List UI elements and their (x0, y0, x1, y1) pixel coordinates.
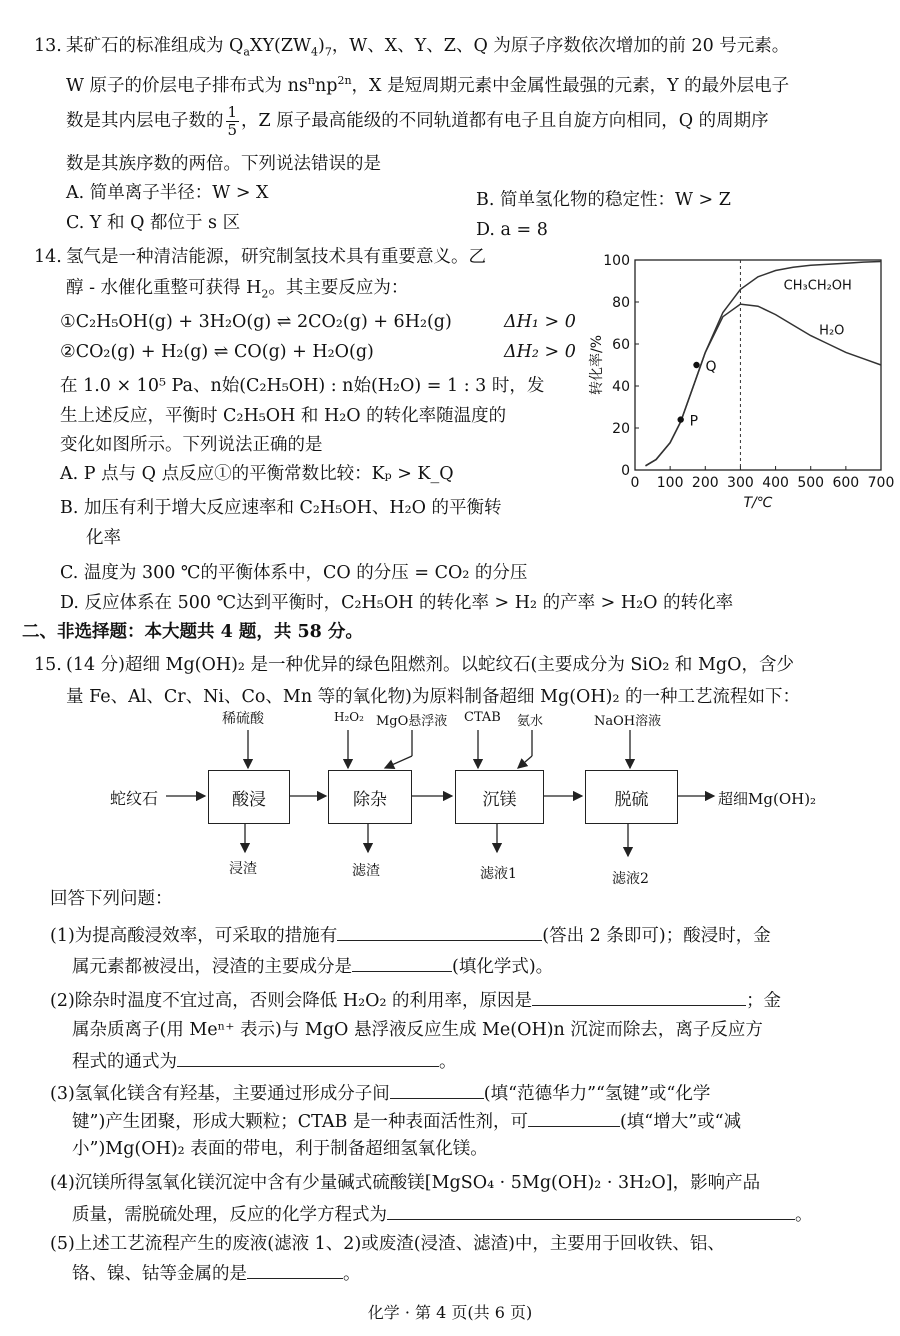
q15-part3-line3: 小”)Mg(OH)₂ 表面的带电，利于制备超细氢氧化镁。 (72, 1139, 488, 1159)
answer-blank-1a[interactable] (337, 924, 542, 941)
q15-part2-line3: 程式的通式为 。 (72, 1052, 457, 1072)
series-label-ethanol: CH₃CH₂OH (783, 278, 852, 294)
q13-number: 13. (34, 36, 62, 56)
q13-option-c: C. Y 和 Q 都位于 s 区 (66, 213, 241, 233)
q15-part2-line2: 属杂质离子(用 Meⁿ⁺ 表示)与 MgO 悬浮液反应生成 Me(OH)n 沉淀而除去，离子反应方 (72, 1020, 763, 1040)
q13-line1: 某矿石的标准组成为 $Q_aXY(ZW_4)_7$，W、X、Y、Z、Q 为原子序数依次增加的前 20 号元素。 (66, 36, 790, 59)
q14-reaction2: ②CO₂(g) + H₂(g) ⇌ CO(g) + H₂O(g) (60, 342, 374, 362)
y-tick-label: 100 (603, 253, 630, 269)
q14-reaction1-dh: ΔH₁ > 0 (504, 312, 576, 332)
q15-part5-line1: (5)上述工艺流程产生的废液(滤液 1、2)或废渣(浸渣、滤渣)中，主要用于回收铁、铝、 (50, 1234, 725, 1254)
q14-reaction1: ①C₂H₅OH(g) + 3H₂O(g) ⇌ 2CO₂(g) + 6H₂(g) (60, 312, 452, 332)
series-line-water (646, 304, 882, 466)
q15-line2: 量 Fe、Al、Cr、Ni、Co、Mn 等的氧化物)为原料制备超细 Mg(OH)₂ 的一种工艺流程如下： (66, 687, 801, 707)
x-tick-label: 600 (832, 475, 860, 491)
x-tick-label: 500 (797, 475, 825, 491)
conversion-chart (585, 248, 895, 518)
q13-option-b: B. 简单氢化物的稳定性：W > Z (476, 190, 731, 210)
waste-leach-residue: 浸渣 (229, 861, 257, 877)
waste-filtrate1: 滤液1 (480, 866, 517, 882)
answer-blank-1b[interactable] (352, 955, 452, 972)
page-footer: 化学 · 第 4 页(共 6 页) (367, 1303, 533, 1322)
x-axis-label: T/℃ (743, 495, 773, 511)
y-tick-label: 0 (621, 463, 630, 479)
y-axis-label: 转化率/% (589, 334, 605, 396)
q14-line2: 醇 - 水催化重整可获得 $H_2$。其主要反应为： (66, 278, 409, 301)
q14-option-d: D. 反应体系在 500 ℃达到平衡时，C₂H₅OH 的转化率 > H₂ 的产率 > H₂O 的转化率 (60, 593, 734, 613)
q14-option-c: C. 温度为 300 ℃的平衡体系中，CO 的分压 = CO₂ 的分压 (60, 563, 528, 583)
point-label-p: P (689, 413, 699, 430)
answer-blank-2a[interactable] (532, 989, 746, 1006)
q14-line1: 氢气是一种清洁能源，研究制氢技术具有重要意义。乙 (66, 247, 486, 267)
x-tick-label: 100 (656, 475, 684, 491)
flow-output: 超细Mg(OH)₂ (718, 790, 817, 808)
reagent-mgo-suspension: MgO悬浮液 (376, 714, 448, 729)
flow-input: 蛇纹石 (110, 789, 159, 808)
q14-option-a: A. P 点与 Q 点反应①的平衡常数比较：Kₚ > K_Q (60, 464, 454, 484)
q15-part5-line2: 铬、镍、钴等金属的是 。 (72, 1264, 361, 1284)
q14-option-b-line1: B. 加压有利于增大反应速率和 C₂H₅OH、H₂O 的平衡转 (60, 498, 502, 518)
q15-part3-line1: (3)氢氧化镁含有羟基，主要通过形成分子间 (填“范德华力”“氢键”或“化学 (50, 1084, 711, 1104)
flow-step-acid-leach: 酸浸 (208, 770, 290, 824)
answer-blank-2b[interactable] (177, 1050, 439, 1067)
q14-reaction2-dh: ΔH₂ > 0 (504, 342, 576, 362)
flow-step-mg-precipitation: 沉镁 (455, 770, 544, 824)
answer-blank-3a[interactable] (390, 1082, 484, 1099)
flow-step-impurity-removal: 除杂 (328, 770, 412, 824)
waste-filter-residue: 滤渣 (352, 863, 380, 879)
series-label-water: H₂O (819, 323, 845, 339)
x-tick-label: 0 (630, 475, 640, 491)
y-tick-label: 60 (612, 337, 630, 353)
q15-part4-line1: (4)沉镁所得氢氧化镁沉淀中含有少量碱式硫酸镁[MgSO₄ · 5Mg(OH)₂ · 3H₂O]，影响产品 (50, 1173, 761, 1193)
q14-line7: 变化如图所示。下列说法正确的是 (60, 435, 323, 455)
x-tick-label: 400 (762, 475, 789, 491)
reagent-naoh: NaOH溶液 (594, 714, 662, 729)
q13-line4: 数是其族序数的两倍。下列说法错误的是 (66, 154, 381, 174)
answer-intro: 回答下列问题： (50, 889, 173, 909)
x-tick-label: 300 (727, 475, 754, 491)
q13-line2: W 原子的价层电子排布式为 $ns^nnp^{2n}$，X 是短周期元素中金属性最强的元素，Y 的最外层电子 (66, 74, 790, 96)
q15-part4-line2: 质量，需脱硫处理，反应的化学方程式为 。 (72, 1205, 813, 1225)
q15-part1-line2: 属元素都被浸出，浸渣的主要成分是 (填化学式)。 (72, 957, 554, 977)
q15-line1: (14 分)超细 Mg(OH)₂ 是一种优异的绿色阻燃剂。以蛇纹石(主要成分为 SiO₂ 和 MgO，含少 (66, 655, 794, 675)
y-tick-label: 40 (612, 379, 630, 395)
point-label-q: Q (705, 359, 717, 375)
flow-step-desulfurization: 脱硫 (585, 770, 678, 824)
reagent-ctab: CTAB (464, 710, 501, 725)
q14-number: 14. (34, 247, 62, 267)
q14-line6: 生上述反应，平衡时 C₂H₅OH 和 H₂O 的转化率随温度的 (60, 406, 507, 426)
x-tick-label: 700 (867, 475, 895, 491)
q13-option-d: D. a = 8 (476, 220, 548, 240)
q15-number: 15. (34, 655, 62, 675)
reagent-sulfuric-acid: 稀硫酸 (222, 711, 264, 727)
answer-blank-4[interactable] (387, 1203, 795, 1220)
answer-blank-5[interactable] (247, 1262, 343, 1279)
fraction-one-fifth: $\frac{1}{5}$ (227, 103, 238, 139)
q13-line3: 数是其内层电子数的 $\frac{1}{5}$ ，Z 原子最高能级的不同轨道都有电子且自旋方向相同，Q 的周期序 (66, 103, 769, 139)
x-tick-label: 200 (691, 475, 719, 491)
y-tick-label: 20 (612, 421, 630, 437)
section-heading: 二、非选择题：本大题共 4 题，共 58 分。 (22, 622, 363, 642)
q14-line5: 在 1.0 × 10⁵ Pa、n始(C₂H₅OH) : n始(H₂O) = 1 : 3 时，发 (60, 376, 545, 396)
reagent-h2o2: H₂O₂ (334, 710, 364, 724)
answer-blank-3b[interactable] (528, 1110, 620, 1127)
waste-filtrate2: 滤液2 (612, 871, 649, 887)
y-tick-label: 80 (612, 295, 630, 311)
q15-part1-line1: (1)为提高酸浸效率，可采取的措施有 (答出 2 条即可)；酸浸时，金 (50, 926, 771, 946)
q15-part2-line1: (2)除杂时温度不宜过高，否则会降低 H₂O₂ 的利用率，原因是 ；金 (50, 991, 782, 1011)
q14-option-b-line2: 化率 (86, 528, 121, 548)
point-p (677, 416, 683, 422)
reagent-ammonia: 氨水 (517, 714, 544, 729)
q15-part3-line2: 键”)产生团聚，形成大颗粒；CTAB 是一种表面活性剂，可 (填“增大”或“减 (72, 1112, 742, 1132)
q13-option-a: A. 简单离子半径：W > X (66, 183, 269, 203)
point-q (693, 362, 699, 368)
